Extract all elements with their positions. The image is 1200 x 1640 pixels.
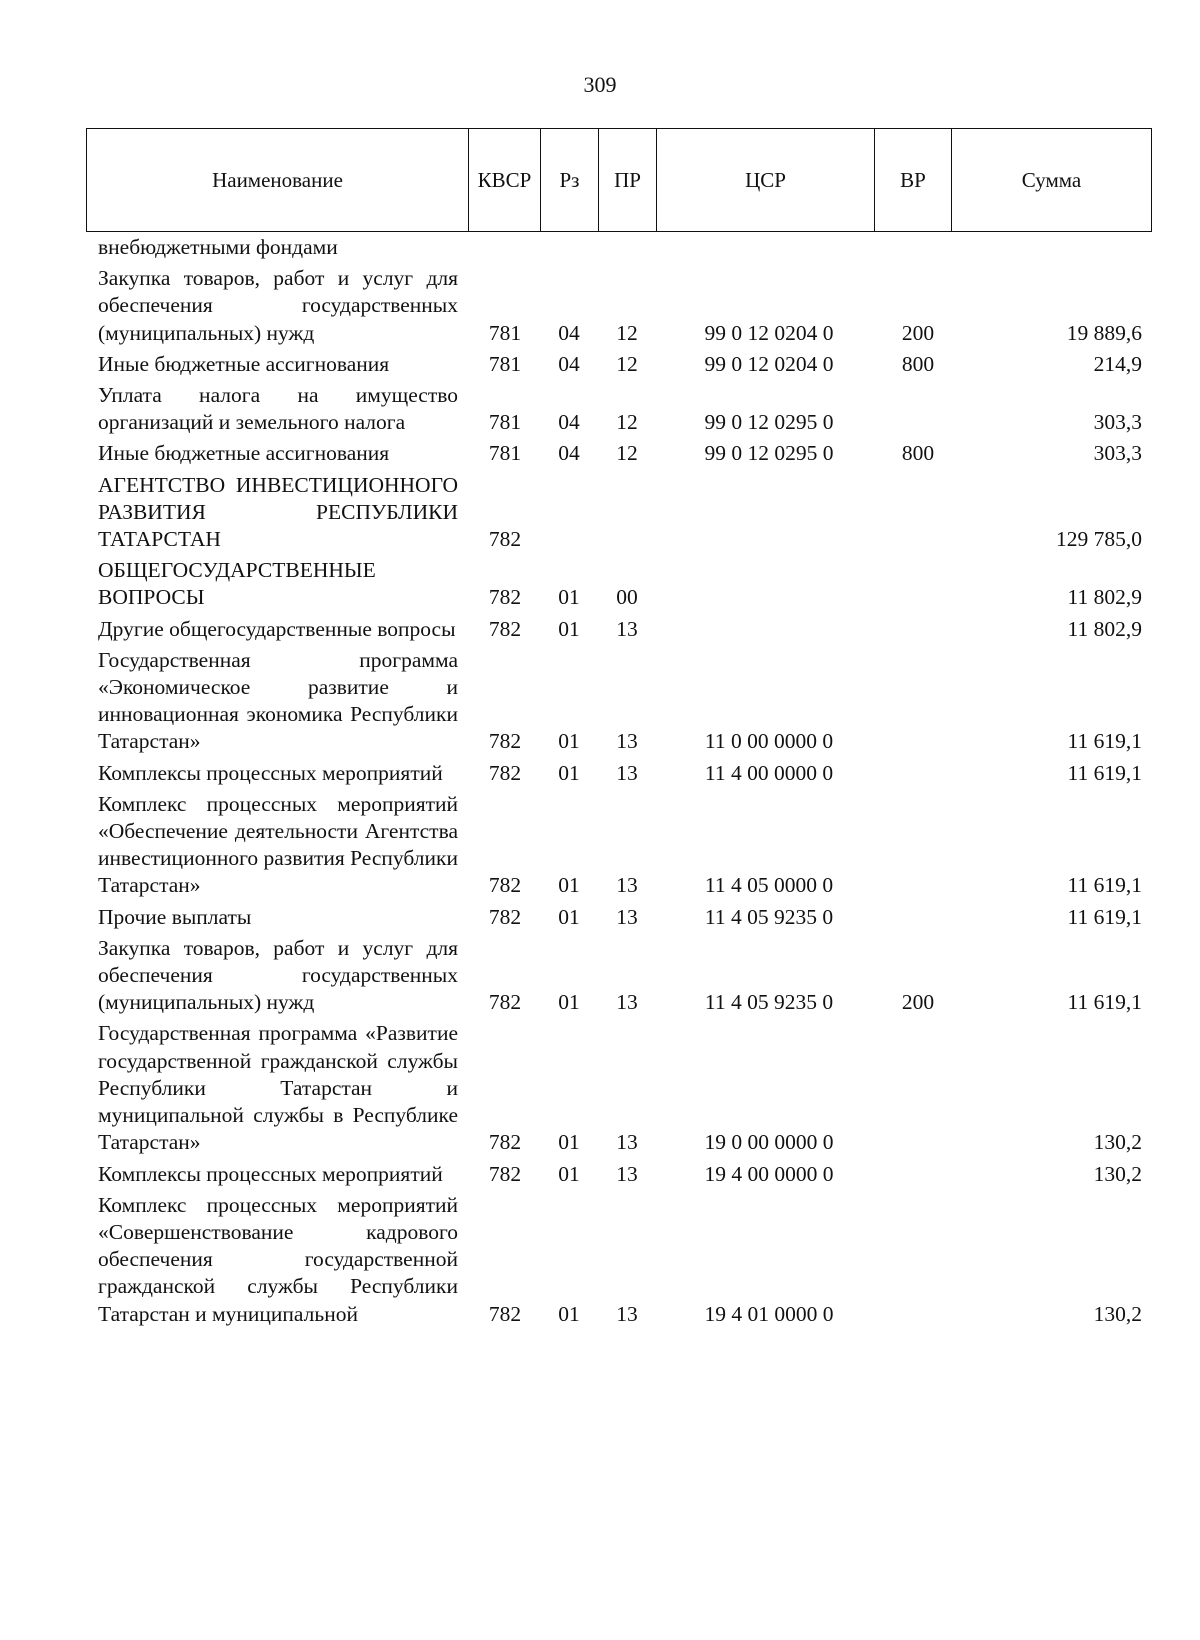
row-name: Государственная программа «Экономическое развитие и инновационная экономика Республики Татарстан» xyxy=(98,647,458,754)
row-rz: 04 xyxy=(558,320,580,345)
row-csr: 11 4 05 9235 0 xyxy=(704,904,834,929)
row-sum: 129 785,0 xyxy=(1056,527,1142,552)
header-pr: ПР xyxy=(599,129,657,231)
row-kvsr: 782 xyxy=(488,873,522,898)
row-name: АГЕНТСТВО ИНВЕСТИЦИОННОГО РАЗВИТИЯ РЕСПУБЛИКИ ТАТАРСТАН xyxy=(98,472,458,552)
row-kvsr: 782 xyxy=(488,1301,522,1326)
row-csr: 11 4 05 0000 0 xyxy=(704,873,834,898)
row-sum: 11 802,9 xyxy=(1067,616,1142,641)
row-name: Уплата налога на имущество организаций и земельного налога xyxy=(98,383,458,435)
row-kvsr: 781 xyxy=(488,320,522,345)
row-kvsr: 782 xyxy=(488,527,522,552)
row-pr: 13 xyxy=(616,873,638,898)
table-row xyxy=(0,265,1200,347)
row-sum: 11 619,1 xyxy=(1067,990,1142,1015)
row-kvsr: 782 xyxy=(488,616,522,641)
row-rz: 01 xyxy=(558,1301,580,1326)
row-rz: 01 xyxy=(558,1161,580,1186)
header-kvsr: КВСР xyxy=(469,129,541,231)
header-name: Наименование xyxy=(87,129,469,231)
header-rz: Рз xyxy=(541,129,599,231)
table-row xyxy=(0,382,1200,436)
row-name: Комплексы процессных мероприятий xyxy=(98,1161,443,1186)
table-row xyxy=(0,647,1200,756)
row-name: Комплексы процессных мероприятий xyxy=(98,760,443,785)
row-pr: 13 xyxy=(616,1161,638,1186)
table-row xyxy=(0,351,1200,378)
row-csr: 99 0 12 0204 0 xyxy=(704,320,834,345)
row-pr: 13 xyxy=(616,760,638,785)
table-row xyxy=(0,440,1200,467)
row-name: Комплекс процессных мероприятий «Совершенствование кадрового обеспечения государственной гражданской службы Республики Татарстан и муниципальной xyxy=(98,1192,458,1326)
row-csr: 99 0 12 0295 0 xyxy=(704,441,834,466)
row-name: Прочие выплаты xyxy=(98,904,252,929)
row-kvsr: 782 xyxy=(488,729,522,754)
table-row xyxy=(0,760,1200,787)
row-sum: 303,3 xyxy=(1093,441,1142,466)
row-sum: 11 619,1 xyxy=(1067,760,1142,785)
row-rz: 01 xyxy=(558,990,580,1015)
header-sum: Сумма xyxy=(1021,167,1082,192)
page-number: 309 xyxy=(583,72,617,97)
row-vr: 800 xyxy=(901,351,935,376)
row-name: Комплекс процессных мероприятий «Обеспечение деятельности Агентства инвестиционного развития Республики Татарстан» xyxy=(98,791,458,898)
row-pr: 13 xyxy=(616,904,638,929)
table-row xyxy=(0,1161,1200,1188)
row-kvsr: 782 xyxy=(488,585,522,610)
row-csr: 11 0 00 0000 0 xyxy=(704,729,834,754)
row-kvsr: 782 xyxy=(488,1161,522,1186)
row-name: Государственная программа «Развитие государственной гражданской службы Республики Татарстан и муниципальной службы в Республике Татарстан» xyxy=(98,1021,458,1155)
row-kvsr: 782 xyxy=(488,990,522,1015)
row-name: ОБЩЕГОСУДАРСТВЕННЫЕ ВОПРОСЫ xyxy=(98,558,376,610)
table-row xyxy=(0,904,1200,931)
row-pr: 12 xyxy=(616,351,638,376)
row-rz: 01 xyxy=(558,585,580,610)
row-sum: 11 619,1 xyxy=(1067,729,1142,754)
row-kvsr: 782 xyxy=(488,904,522,929)
row-vr: 200 xyxy=(901,320,935,345)
row-pr: 13 xyxy=(616,1301,638,1326)
row-vr: 800 xyxy=(901,441,935,466)
row-kvsr: 781 xyxy=(488,410,522,435)
table-header xyxy=(86,128,1152,232)
row-csr: 19 4 01 0000 0 xyxy=(704,1301,834,1326)
table-row xyxy=(0,472,1200,554)
row-name: Иные бюджетные ассигнования xyxy=(98,441,390,466)
row-pr: 13 xyxy=(616,990,638,1015)
table-row xyxy=(0,1192,1200,1328)
table-row xyxy=(0,791,1200,900)
table-row xyxy=(0,935,1200,1017)
row-name: Закупка товаров, работ и услуг для обеспечения государственных (муниципальных) нужд xyxy=(98,266,458,345)
row-rz: 01 xyxy=(558,904,580,929)
row-kvsr: 782 xyxy=(488,1130,522,1155)
row-name: Другие общегосударственные вопросы xyxy=(98,616,456,641)
row-csr: 19 4 00 0000 0 xyxy=(704,1161,834,1186)
row-sum: 214,9 xyxy=(1093,351,1142,376)
row-sum: 130,2 xyxy=(1093,1130,1142,1155)
row-pr: 13 xyxy=(616,1130,638,1155)
row-sum: 11 619,1 xyxy=(1067,904,1142,929)
row-pr: 12 xyxy=(616,320,638,345)
row-kvsr: 781 xyxy=(488,441,522,466)
row-sum: 130,2 xyxy=(1093,1301,1142,1326)
row-pr: 12 xyxy=(616,410,638,435)
row-rz: 04 xyxy=(558,351,580,376)
row-rz: 01 xyxy=(558,729,580,754)
row-rz: 04 xyxy=(558,410,580,435)
row-rz: 01 xyxy=(558,1130,580,1155)
row-name: Иные бюджетные ассигнования xyxy=(98,351,390,376)
row-csr: 11 4 00 0000 0 xyxy=(704,760,834,785)
row-csr: 99 0 12 0204 0 xyxy=(704,351,834,376)
row-name: Закупка товаров, работ и услуг для обеспечения государственных (муниципальных) нужд xyxy=(98,935,458,1015)
row-sum: 303,3 xyxy=(1093,410,1142,435)
row-sum: 130,2 xyxy=(1093,1161,1142,1186)
row-rz: 01 xyxy=(558,616,580,641)
row-pr: 00 xyxy=(616,585,638,610)
table-row xyxy=(0,557,1200,611)
row-sum: 11 619,1 xyxy=(1067,873,1142,898)
row-sum: 11 802,9 xyxy=(1067,585,1142,610)
row-rz: 01 xyxy=(558,873,580,898)
row-pr: 12 xyxy=(616,441,638,466)
row-csr: 11 4 05 9235 0 xyxy=(704,990,834,1015)
row-vr: 200 xyxy=(901,990,935,1015)
row-pr: 13 xyxy=(616,616,638,641)
table-row xyxy=(0,1020,1200,1156)
table-body xyxy=(0,234,1200,1332)
row-kvsr: 781 xyxy=(488,351,522,376)
row-rz: 01 xyxy=(558,760,580,785)
row-name: внебюджетными фондами xyxy=(98,235,338,259)
table-row xyxy=(0,616,1200,643)
header-csr: ЦСР xyxy=(657,129,875,231)
row-rz: 04 xyxy=(558,441,580,466)
header-vr: ВР xyxy=(875,129,952,231)
row-pr: 13 xyxy=(616,729,638,754)
row-csr: 99 0 12 0295 0 xyxy=(704,410,834,435)
row-kvsr: 782 xyxy=(488,760,522,785)
table-row xyxy=(0,234,1200,261)
row-sum: 19 889,6 xyxy=(1066,320,1142,345)
row-csr: 19 0 00 0000 0 xyxy=(704,1130,834,1155)
